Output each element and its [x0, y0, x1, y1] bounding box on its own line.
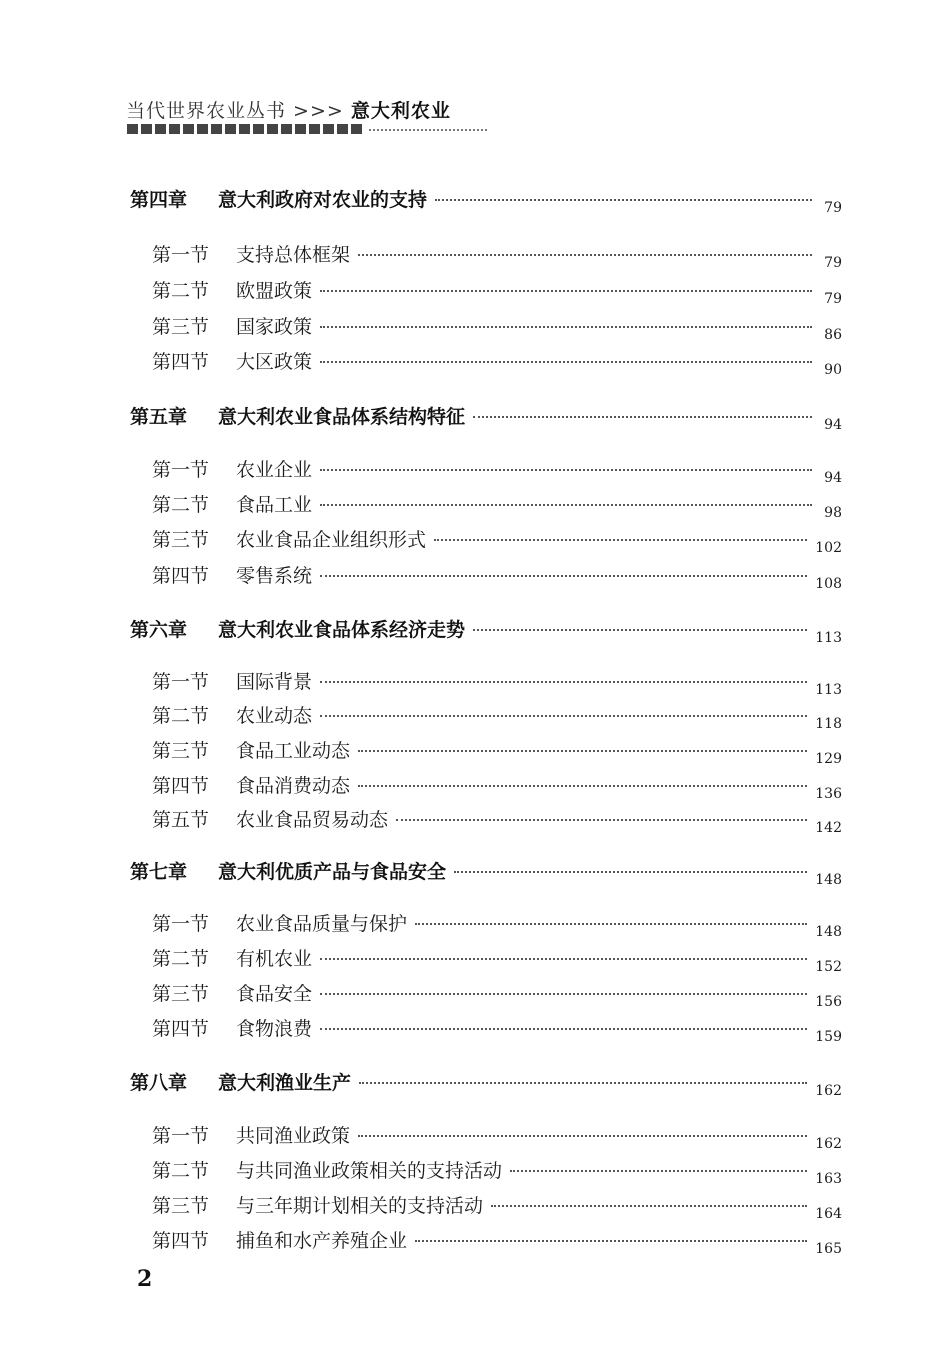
page-ref: 94 — [824, 470, 842, 486]
header-square-mark — [225, 124, 236, 134]
section-label: 第一节 — [152, 459, 210, 481]
section-label: 第三节 — [152, 740, 210, 762]
section-title: 农业食品质量与保护 — [236, 913, 408, 935]
page-ref: 152 — [815, 959, 842, 975]
header-square-mark — [267, 124, 278, 134]
section-label: 第四节 — [152, 565, 210, 587]
chapter-label: 第六章 — [130, 619, 188, 641]
header-square-mark — [337, 124, 348, 134]
section-title: 支持总体框架 — [236, 244, 351, 266]
header-square-mark — [281, 124, 292, 134]
page-ref: 156 — [815, 994, 842, 1010]
dot-leader — [473, 416, 812, 418]
section-label: 第四节 — [152, 351, 210, 373]
dot-leader — [473, 629, 807, 631]
section-label: 第二节 — [152, 1160, 210, 1182]
page-ref: 113 — [815, 630, 842, 646]
section-title: 食品工业动态 — [236, 740, 351, 762]
section-title: 欧盟政策 — [236, 280, 313, 302]
dot-leader — [358, 750, 807, 752]
dot-leader — [320, 1028, 807, 1030]
section-label: 第一节 — [152, 244, 210, 266]
header-dotted-rule — [369, 127, 487, 131]
section-label: 第二节 — [152, 705, 210, 727]
toc-section-row — [152, 347, 842, 378]
toc-section-row — [152, 979, 842, 1010]
section-label: 第四节 — [152, 1230, 210, 1252]
page-ref: 162 — [815, 1083, 842, 1099]
header-square-mark — [197, 124, 208, 134]
dot-leader — [396, 819, 807, 821]
chapter-title: 意大利农业食品体系经济走势 — [218, 619, 466, 641]
dot-leader — [454, 871, 807, 873]
toc-section-row — [152, 736, 842, 767]
header-square-mark — [309, 124, 320, 134]
dot-leader — [320, 361, 812, 363]
dot-leader — [510, 1170, 807, 1172]
chapter-title: 意大利政府对农业的支持 — [218, 189, 428, 211]
page-ref: 148 — [815, 872, 842, 888]
dot-leader — [320, 575, 807, 577]
toc-section-row — [152, 276, 842, 307]
dot-leader — [320, 326, 812, 328]
section-title: 大区政策 — [236, 351, 313, 373]
section-title: 农业动态 — [236, 705, 313, 727]
section-title: 食品工业 — [236, 494, 313, 516]
section-label: 第五节 — [152, 809, 210, 831]
page-ref: 98 — [824, 505, 842, 521]
toc-chapter-row — [130, 1068, 842, 1099]
header-square-mark — [155, 124, 166, 134]
section-title: 零售系统 — [236, 565, 313, 587]
section-label: 第二节 — [152, 280, 210, 302]
header-square-mark — [239, 124, 250, 134]
toc-section-row — [152, 805, 842, 836]
dot-leader — [434, 539, 807, 541]
section-title: 有机农业 — [236, 948, 313, 970]
section-title: 国家政策 — [236, 316, 313, 338]
dot-leader — [358, 254, 812, 256]
chapter-label: 第五章 — [130, 406, 188, 428]
chapter-label: 第八章 — [130, 1072, 188, 1094]
chapter-title: 意大利农业食品体系结构特征 — [218, 406, 466, 428]
page-ref: 162 — [815, 1136, 842, 1152]
toc-section-row — [152, 944, 842, 975]
page-ref: 79 — [824, 200, 842, 216]
section-title: 农业食品贸易动态 — [236, 809, 389, 831]
dot-leader — [415, 1240, 807, 1242]
chapter-label: 第四章 — [130, 189, 188, 211]
section-label: 第四节 — [152, 775, 210, 797]
dot-leader — [435, 199, 812, 201]
toc-section-row — [152, 240, 842, 271]
toc-chapter-row — [130, 402, 842, 433]
header-square-mark — [127, 124, 138, 134]
toc-section-row — [152, 667, 842, 698]
page-ref: 79 — [824, 255, 842, 271]
page-ref: 102 — [815, 540, 842, 556]
dot-leader — [320, 681, 807, 683]
toc-section-row — [152, 312, 842, 343]
dot-leader — [358, 785, 807, 787]
section-title: 农业企业 — [236, 459, 313, 481]
dot-leader — [415, 923, 807, 925]
section-title: 食品消费动态 — [236, 775, 351, 797]
dot-leader — [320, 993, 807, 995]
page-ref: 86 — [824, 327, 842, 343]
dot-leader — [320, 290, 812, 292]
dot-leader — [320, 469, 812, 471]
section-title: 共同渔业政策 — [236, 1125, 351, 1147]
header-square-mark — [351, 124, 362, 134]
section-label: 第三节 — [152, 529, 210, 551]
chapter-label: 第七章 — [130, 861, 188, 883]
page-ref: 79 — [824, 291, 842, 307]
header-square-mark — [323, 124, 334, 134]
header-decoration — [127, 124, 487, 134]
toc-section-row — [152, 701, 842, 732]
section-title: 捕鱼和水产养殖企业 — [236, 1230, 408, 1252]
section-label: 第二节 — [152, 494, 210, 516]
page-ref: 129 — [815, 751, 842, 767]
page-ref: 108 — [815, 576, 842, 592]
page-ref: 165 — [815, 1241, 842, 1257]
section-label: 第一节 — [152, 1125, 210, 1147]
header-square-mark — [211, 124, 222, 134]
toc-section-row — [152, 1226, 842, 1257]
section-title: 食物浪费 — [236, 1018, 313, 1040]
toc-section-row — [152, 455, 842, 486]
page-ref: 90 — [824, 362, 842, 378]
page-ref: 94 — [824, 417, 842, 433]
page-ref: 142 — [815, 820, 842, 836]
dot-leader — [320, 504, 812, 506]
dot-leader — [491, 1205, 807, 1207]
toc-section-row — [152, 1156, 842, 1187]
dot-leader — [320, 958, 807, 960]
section-label: 第一节 — [152, 671, 210, 693]
section-title: 国际背景 — [236, 671, 313, 693]
chapter-title: 意大利优质产品与食品安全 — [218, 861, 447, 883]
section-label: 第三节 — [152, 1195, 210, 1217]
section-label: 第一节 — [152, 913, 210, 935]
page-ref: 163 — [815, 1171, 842, 1187]
toc-section-row — [152, 1121, 842, 1152]
dot-leader — [320, 715, 807, 717]
toc-chapter-row — [130, 185, 842, 216]
page-ref: 113 — [815, 682, 842, 698]
book-title: 意大利农业 — [350, 100, 451, 122]
header-square-mark — [169, 124, 180, 134]
toc-chapter-row — [130, 615, 842, 646]
section-label: 第四节 — [152, 1018, 210, 1040]
chapter-title: 意大利渔业生产 — [218, 1072, 352, 1094]
section-label: 第二节 — [152, 948, 210, 970]
toc-section-row — [152, 525, 842, 556]
section-title: 食品安全 — [236, 983, 313, 1005]
header-square-mark — [183, 124, 194, 134]
dot-leader — [359, 1082, 807, 1084]
toc-section-row — [152, 909, 842, 940]
page-ref: 118 — [815, 716, 842, 732]
series-title: 当代世界农业丛书 >>> — [126, 100, 351, 122]
toc-section-row — [152, 1014, 842, 1045]
page-ref: 159 — [815, 1029, 842, 1045]
dot-leader — [358, 1135, 807, 1137]
page-ref: 164 — [815, 1206, 842, 1222]
section-label: 第三节 — [152, 316, 210, 338]
section-title: 与共同渔业政策相关的支持活动 — [236, 1160, 503, 1182]
page-number: 2 — [137, 1266, 153, 1292]
section-title: 与三年期计划相关的支持活动 — [236, 1195, 484, 1217]
toc-section-row — [152, 1191, 842, 1222]
section-title: 农业食品企业组织形式 — [236, 529, 427, 551]
header-square-mark — [295, 124, 306, 134]
page-ref: 136 — [815, 786, 842, 802]
page-ref: 148 — [815, 924, 842, 940]
section-label: 第三节 — [152, 983, 210, 1005]
toc-section-row — [152, 490, 842, 521]
header-square-mark — [141, 124, 152, 134]
toc-section-row — [152, 771, 842, 802]
running-header — [126, 96, 451, 123]
toc-section-row — [152, 561, 842, 592]
toc-chapter-row — [130, 857, 842, 888]
header-square-mark — [253, 124, 264, 134]
